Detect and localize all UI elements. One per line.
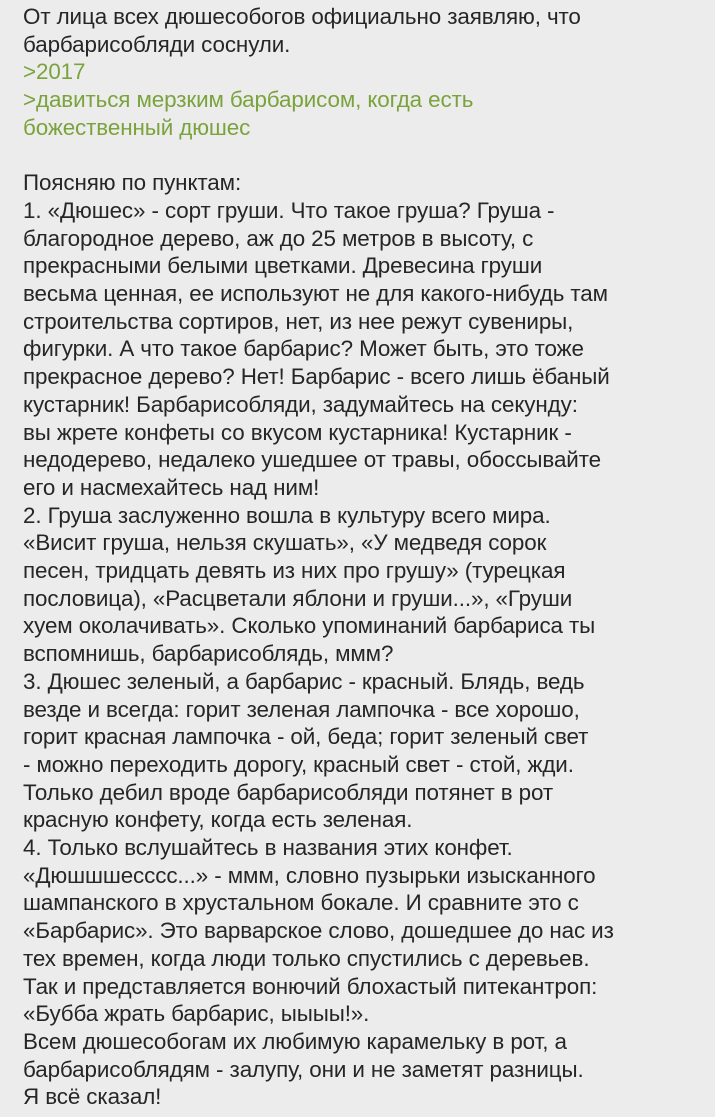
body-line: 2. Груша заслуженно вошла в культуру всего мира. bbox=[23, 502, 551, 528]
body-line: Я всё сказал! bbox=[23, 1084, 162, 1110]
greentext-line: божественный дюшес bbox=[23, 114, 251, 140]
body-line: фигурки. А что такое барбарис? Может быть, это тоже bbox=[23, 336, 584, 362]
body-line: пословица), «Расцветали яблони и груши...», «Груши bbox=[23, 585, 573, 611]
body-line: 1. «Дюшес» - сорт груши. Что такое груша? Груша - bbox=[23, 197, 555, 223]
body-line: прекрасное дерево? Нет! Барбарис - всего лишь ёбаный bbox=[23, 364, 610, 390]
paragraph-gap bbox=[23, 142, 691, 170]
body-line: «Барбарис». Это варварское слово, дошедшее до нас из bbox=[23, 918, 614, 944]
body-line: 3. Дюшес зеленый, а барбарис - красный. Блядь, ведь bbox=[23, 668, 585, 694]
body-line: горит красная лампочка - ой, беда; горит зеленый свет bbox=[23, 724, 589, 750]
body-line: хуем околачивать». Сколько упоминаний барбариса ты bbox=[23, 613, 596, 639]
body-line: строительства сортиров, нет, из нее режут сувениры, bbox=[23, 308, 574, 334]
body-line: шампанского в хрустальном бокале. И сравните это с bbox=[23, 890, 579, 916]
body-line: благородное дерево, аж до 25 метров в высоту, с bbox=[23, 225, 534, 251]
body-line: барбарисоблядям - залупу, они и не заметят разницы. bbox=[23, 1056, 584, 1082]
body-line: Поясняю по пунктам: bbox=[23, 170, 242, 196]
greentext-line: >давиться мерзким барбарисом, когда есть bbox=[23, 87, 474, 113]
body-text bbox=[23, 169, 691, 1111]
body-line: вы жрете конфеты со вкусом кустарника! Кустарник - bbox=[23, 419, 572, 445]
body-line: его и насмехайтесь над ним! bbox=[23, 474, 320, 500]
body-line: весьма ценная, ее используют не для какого-нибудь там bbox=[23, 281, 608, 307]
body-line: 4. Только вслушайтесь в названия этих конфет. bbox=[23, 835, 513, 861]
body-line: «Бубба жрать барбарис, ыыыы!». bbox=[23, 1001, 370, 1027]
body-line: Так и представляется вонючий блохастый питекантроп: bbox=[23, 973, 598, 999]
intro-line: От лица всех дюшесобогов официально заявляю, что bbox=[23, 4, 581, 29]
greentext-line: >2017 bbox=[23, 59, 86, 85]
body-line: красную конфету, когда есть зеленая. bbox=[23, 807, 413, 833]
body-line: «Дюшшшесссс...» - ммм, словно пузырьки изысканного bbox=[23, 862, 596, 888]
body-line: тех времен, когда люди только спустились с деревьев. bbox=[23, 945, 590, 971]
body-line: вспомнишь, барбарисоблядь, ммм? bbox=[23, 641, 394, 667]
body-line: везде и всегда: горит зеленая лампочка - все хорошо, bbox=[23, 696, 580, 722]
body-line: прекрасными белыми цветками. Древесина груши bbox=[23, 253, 543, 279]
body-line: песен, тридцать девять из них про грушу» (турецкая bbox=[23, 558, 566, 584]
body-line: - можно переходить дорогу, красный свет - стой, жди. bbox=[23, 751, 574, 777]
body-line: недодерево, недалеко ушедшее от травы, обоссывайте bbox=[23, 447, 601, 473]
body-line: Всем дюшесобогам их любимую карамельку в рот, а bbox=[23, 1029, 567, 1054]
body-line: кустарник! Барбарисобляди, задумайтесь на секунду: bbox=[23, 391, 578, 417]
body-line: «Висит груша, нельзя скушать», «У медведя сорок bbox=[23, 530, 547, 556]
intro-line: барбарисобляди соснули. bbox=[23, 31, 291, 57]
body-line: Только дебил вроде барбарисобляди потянет в рот bbox=[23, 779, 554, 805]
